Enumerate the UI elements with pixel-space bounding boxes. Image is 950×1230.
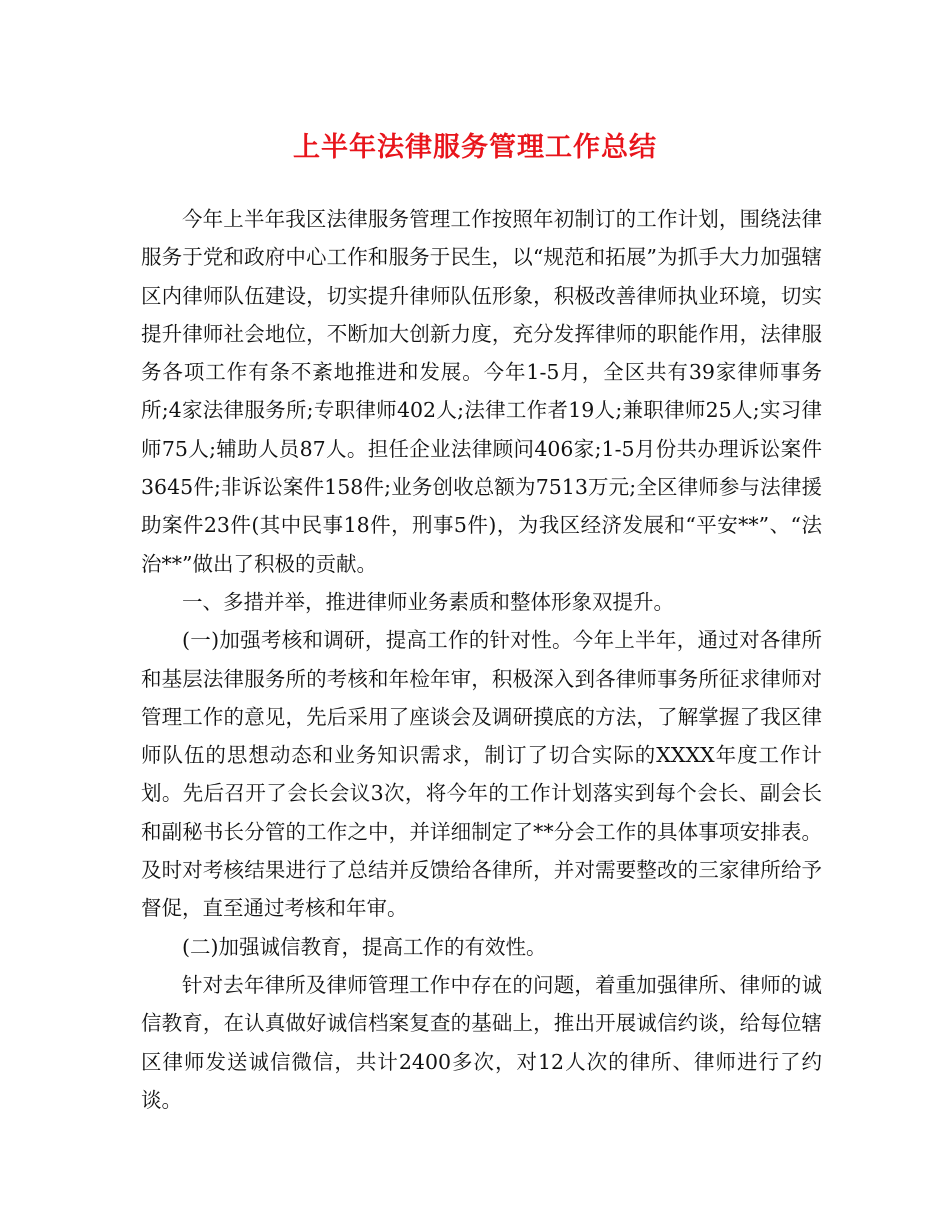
document-title: 上半年法律服务管理工作总结 [293,132,657,163]
section-heading-1: 一、多措并举，推进律师业务素质和整体形象双提升。 [182,589,674,614]
document-body [141,200,822,1119]
subsection-1-paragraph: (一)加强考核和调研，提高工作的针对性。今年上半年，通过对各律所和基层法律服务所的考核和年检年审，积极深入到各律师事务所征求律师对管理工作的意见，先后采用了座谈会及调研摸底的方法，了解掌握了我区律师队伍的思想动态和业务知识需求，制订了切合实际的XXXX年度工作计划。先后召开了会长会议3次，将今年的工作计划落实到每个会长、副会长和副秘书长分管的工作之中，并详细制定了**分会工作的具体事项安排表。及时对考核结果进行了总结并反馈给各律所，并对需要整改的三家律所给予督促，直至通过考核和年审。 [141,628,822,921]
subsection-2-paragraph: 针对去年律所及律师管理工作中存在的问题，着重加强律所、律师的诚信教育，在认真做好诚信档案复查的基础上，推出开展诚信约谈，给每位辖区律师发送诚信微信，共计2400多次，对12人次的律所、律师进行了约谈。 [141,972,822,1112]
paragraph-intro: 今年上半年我区法律服务管理工作按照年初制订的工作计划，围绕法律服务于党和政府中心工作和服务于民生，以“规范和拓展”为抓手大力加强辖区内律师队伍建设，切实提升律师队伍形象，积极改善律师执业环境，切实提升律师社会地位，不断加大创新力度，充分发挥律师的职能作用，法律服务各项工作有条不紊地推进和发展。今年1-5月，全区共有39家律师事务所;4家法律服务所;专职律师402人;法律工作者19人;兼职律师25人;实习律师75人;辅助人员87人。担任企业法律顾问406家;1-5月份共办理诉讼案件3645件;非诉讼案件158件;业务创收总额为7513万元;全区律师参与法律援助案件23件(其中民事18件，刑事5件)，为我区经济发展和“平安**”、“法治**”做出了积极的贡献。 [141,207,822,576]
subsection-2-heading: (二)加强诚信教育，提高工作的有效性。 [182,934,547,959]
